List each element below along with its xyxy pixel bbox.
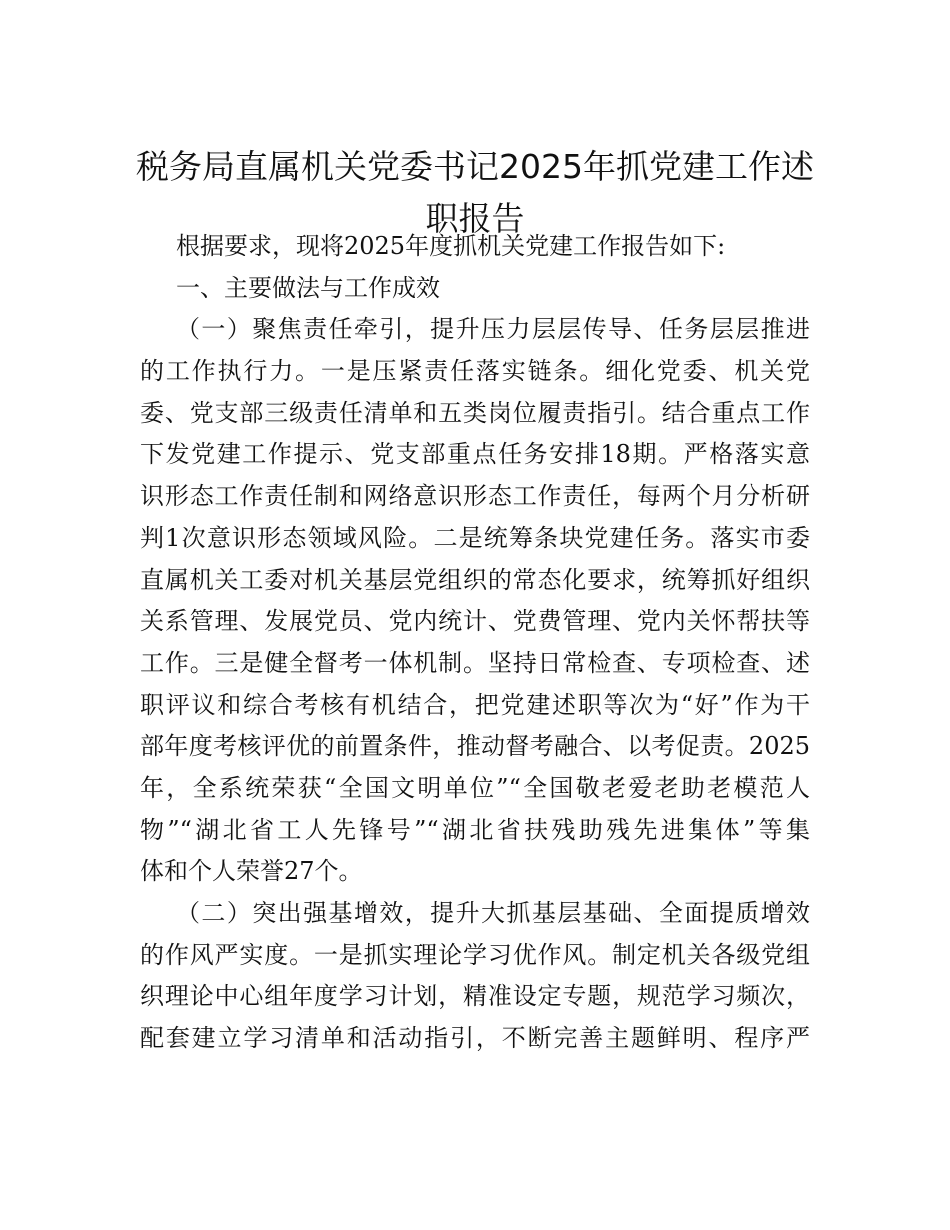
body-line: 委、党支部三级责任清单和五类岗位履责指引。结合重点工作 xyxy=(140,398,810,427)
title-line-1: 税务局直属机关党委书记2025年抓党建工作述 xyxy=(136,147,814,186)
body-line: 识形态工作责任制和网络意识形态工作责任，每两个月分析研 xyxy=(140,482,810,511)
subsection-heading-2: （二）突出强基增效，提升大抓基层基础、全面提质增效 xyxy=(176,899,810,927)
body-line: 的工作执行力。一是压紧责任落实链条。细化党委、机关党 xyxy=(140,357,810,386)
body-line: 直属机关工委对机关基层党组织的常态化要求，统筹抓好组织 xyxy=(140,565,810,594)
body-line: 物”“湖北省工人先锋号”“湖北省扶残助残先进集体”等集 xyxy=(140,815,810,844)
body-line: 配套建立学习清单和活动指引，不断完善主题鲜明、程序严 xyxy=(140,1024,810,1053)
body-line: 织理论中心组年度学习计划，精准设定专题，规范学习频次， xyxy=(140,982,810,1011)
body-line: 关系管理、发展党员、党内统计、党费管理、党内关怀帮扶等 xyxy=(140,607,810,636)
body-line: 下发党建工作提示、党支部重点任务安排18期。严格落实意 xyxy=(140,440,810,469)
section-heading-1: 一、主要做法与工作成效 xyxy=(176,273,440,302)
subsection-heading-1: （一）聚焦责任牵引，提升压力层层传导、任务层层推进 xyxy=(176,315,810,344)
body-line: 部年度考核评优的前置条件，推动督考融合、以考促责。2025 xyxy=(140,732,810,761)
body-line: 年，全系统荣获“全国文明单位”“全国敬老爱老助老模范人 xyxy=(140,773,810,802)
body-line: 工作。三是健全督考一体机制。坚持日常检查、专项检查、述 xyxy=(140,648,810,677)
body-line: 体和个人荣誉27个。 xyxy=(140,857,363,886)
title-line-2: 职报告 xyxy=(425,199,525,238)
body-line: 判1次意识形态领域风险。二是统筹条块党建任务。落实市委 xyxy=(140,523,810,552)
body-line: 的作风严实度。一是抓实理论学习优作风。制定机关各级党组 xyxy=(140,940,810,969)
intro-paragraph: 根据要求，现将2025年度抓机关党建工作报告如下: xyxy=(176,232,726,260)
document-body xyxy=(140,226,810,1060)
body-line: 职评议和综合考核有机结合，把党建述职等次为“好”作为干 xyxy=(140,690,810,719)
